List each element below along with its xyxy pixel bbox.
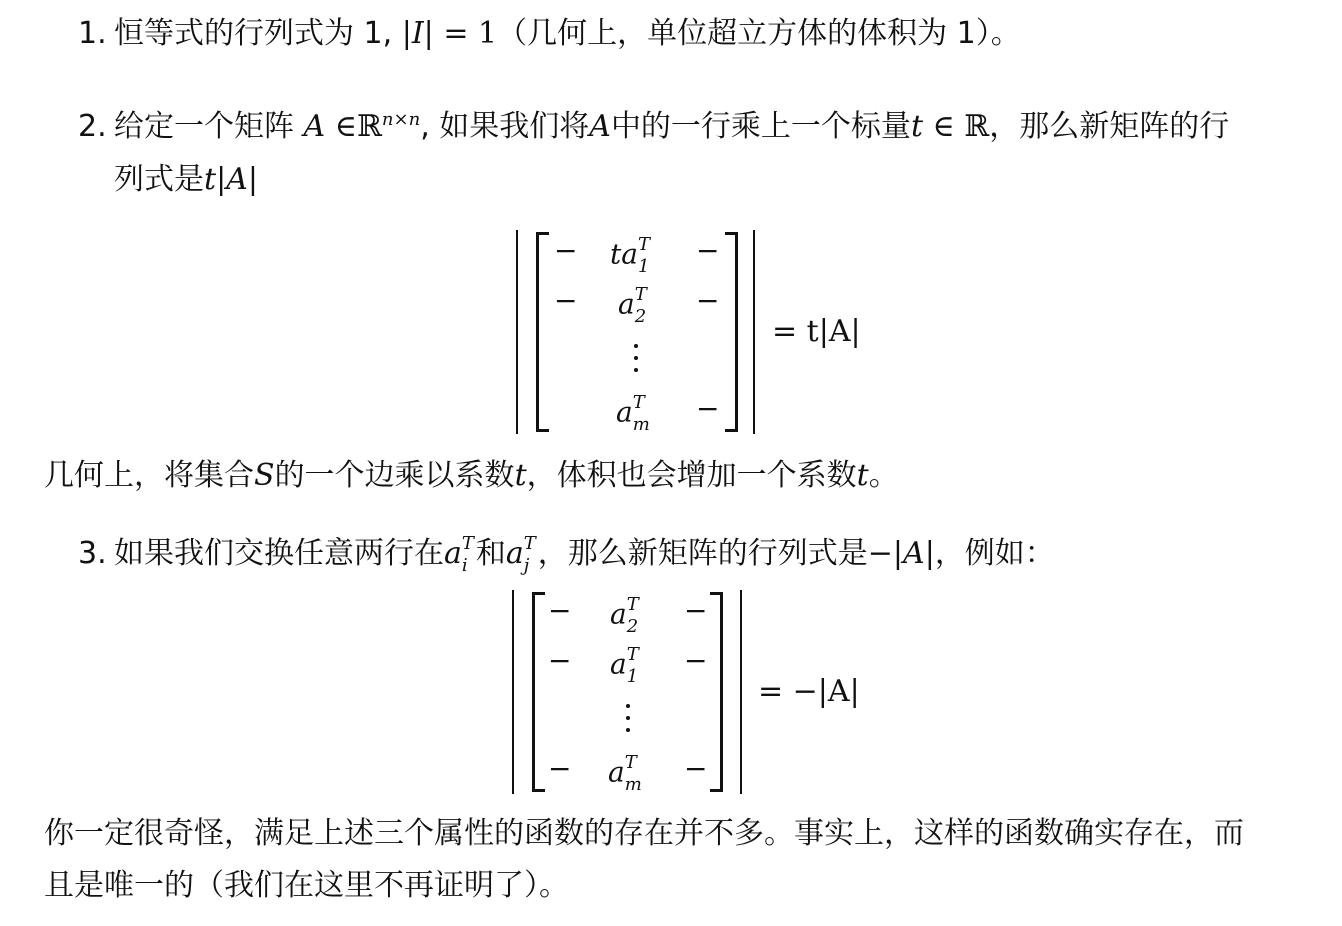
bracket-right xyxy=(710,592,723,792)
determinant-matrix-1 xyxy=(510,230,870,436)
vertical-ellipsis xyxy=(626,704,630,740)
item-text: 如果我们交换任意两行在 xyxy=(114,536,444,571)
list-item-1 xyxy=(78,14,1021,54)
matrix-cell-dash: − xyxy=(684,752,708,785)
list-number: 1. xyxy=(78,16,107,51)
matrix-cell-dash: − xyxy=(554,234,578,267)
formula-var: I xyxy=(411,16,424,51)
item-text: , 如果我们将 xyxy=(420,109,590,144)
superscript: n×n xyxy=(381,109,421,130)
matrix-cell-row: a T 1 xyxy=(610,644,639,687)
bracket-left xyxy=(536,232,549,432)
note-text: 。 xyxy=(868,458,899,493)
bracket-left xyxy=(532,592,545,792)
item-text: ，例如： xyxy=(934,536,1055,571)
matrix-cell-dash: − xyxy=(696,284,720,317)
item-text: （几何上，单位超立方体的体积为 1）。 xyxy=(497,16,1021,51)
formula-var: S xyxy=(254,458,275,493)
item-text: 列式是 xyxy=(114,162,204,197)
formula: ∈ ℝ xyxy=(923,109,990,144)
det-bar-right xyxy=(740,590,742,794)
formula-var: a xyxy=(505,536,524,571)
formula-var: a xyxy=(444,536,462,571)
list-item-2-continued xyxy=(114,160,258,200)
list-item-3 xyxy=(78,534,1055,575)
list-number: 3. xyxy=(78,536,107,571)
list-number: 2. xyxy=(78,109,107,144)
note-text: ，体积也会增加一个系数 xyxy=(526,458,857,493)
formula: |A| xyxy=(216,162,258,197)
matrix-cell-row: ta T 1 xyxy=(610,234,650,277)
matrix-cell-dash: − xyxy=(684,594,708,627)
matrix-cell-row: a T 2 xyxy=(618,284,647,327)
formula-var: t xyxy=(204,162,217,197)
script: T j xyxy=(523,532,536,576)
formula-var: t xyxy=(856,458,869,493)
item-text: 给定一个矩阵 xyxy=(114,109,304,144)
item-text: ，那么新矩阵的行列式是 xyxy=(537,536,868,571)
vertical-ellipsis xyxy=(634,344,638,380)
note-text: 几何上，将集合 xyxy=(44,458,254,493)
formula-var: A xyxy=(303,109,326,144)
item-text: 恒等式的行列式为 1, xyxy=(114,16,402,51)
matrix-cell-row: a T 2 xyxy=(610,594,639,637)
matrix-cell-dash: − xyxy=(548,644,572,677)
matrix-cell-dash: − xyxy=(554,284,578,317)
matrix-cell-dash: − xyxy=(684,644,708,677)
item-text: ，那么新矩阵的行 xyxy=(989,109,1230,144)
determinant-result: = t|A| xyxy=(772,314,861,349)
det-bar-left xyxy=(516,230,518,434)
closing-paragraph-line-1: 你一定很奇怪，满足上述三个属性的函数的存在并不多。事实上，这样的函数确实存在，而 xyxy=(44,816,1244,851)
note-text: 的一个边乘以系数 xyxy=(274,458,515,493)
determinant-result: = −|A| xyxy=(758,674,860,709)
item-text: 中的一行乘上一个标量 xyxy=(610,109,911,144)
formula: | xyxy=(401,16,412,51)
matrix-cell-row: a T m xyxy=(616,392,650,435)
formula: −|A| xyxy=(867,536,935,571)
matrix-cell-dash: − xyxy=(696,234,720,267)
matrix-cell-row: a T m xyxy=(608,752,642,795)
matrix-cell-dash: − xyxy=(696,392,720,425)
closing-paragraph-line-2: 且是唯一的（我们在这里不再证明了）。 xyxy=(44,868,569,903)
script: T i xyxy=(461,532,474,576)
det-bar-left xyxy=(512,590,514,794)
matrix-cell-dash: − xyxy=(548,594,572,627)
list-item-2 xyxy=(78,107,1229,147)
formula-var: t xyxy=(910,109,923,144)
determinant-matrix-2 xyxy=(506,590,876,796)
formula: ∈ℝ xyxy=(325,109,382,144)
geometric-note xyxy=(44,456,899,496)
item-text: 和 xyxy=(475,536,506,571)
formula-var: A xyxy=(589,109,611,144)
formula-var: t xyxy=(514,458,527,493)
bracket-right xyxy=(725,232,738,432)
matrix-cell-dash: − xyxy=(548,752,572,785)
det-bar-right xyxy=(753,230,755,434)
formula: | = 1 xyxy=(423,16,498,51)
